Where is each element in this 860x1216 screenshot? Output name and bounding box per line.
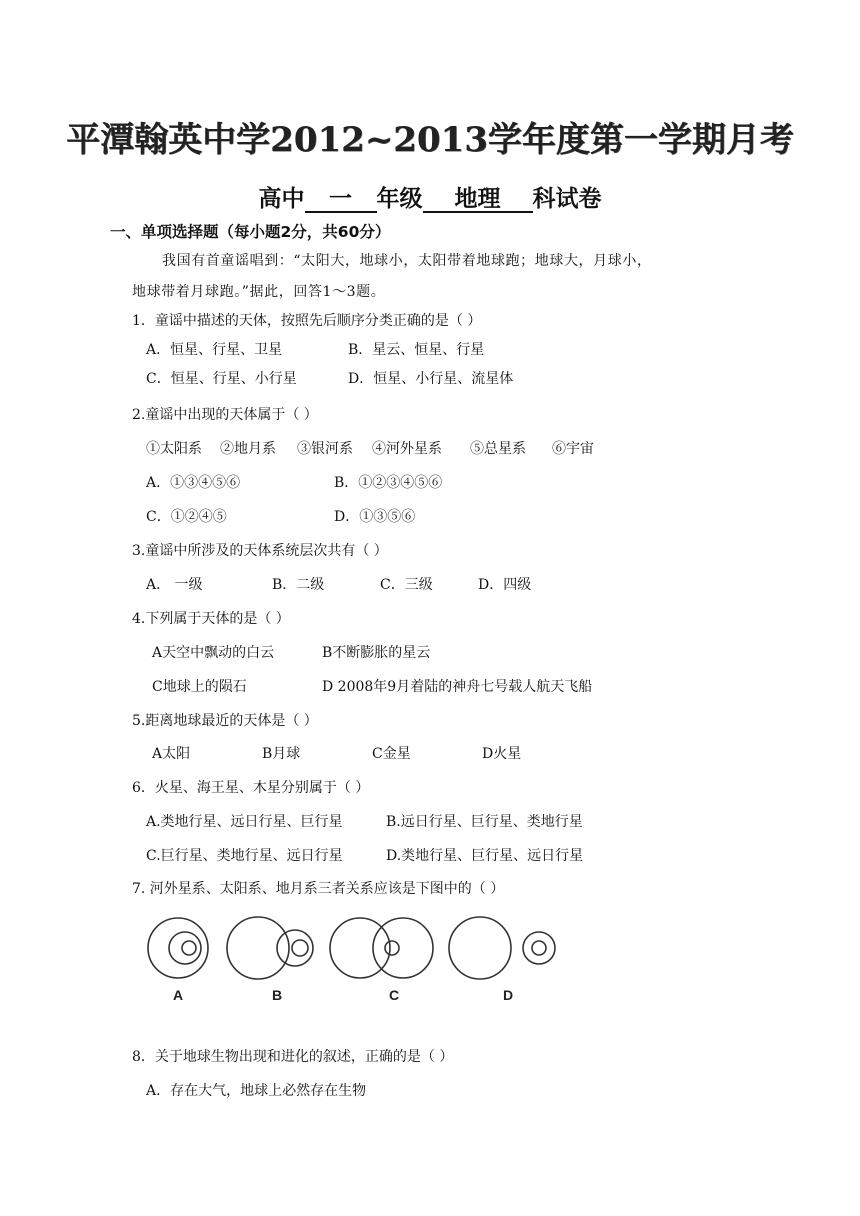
q5-option-c: C金星 xyxy=(372,746,411,762)
q2-option-c: C．①②④⑤ xyxy=(146,509,227,525)
q5-option-a: A太阳 xyxy=(152,746,191,762)
diagram-c-small-circle xyxy=(385,941,399,955)
diagram-c-right-circle xyxy=(373,918,433,978)
q3-option-a: A． 一级 xyxy=(146,577,203,593)
diagram-d-small-circle xyxy=(532,941,546,955)
q2-stem: 2.童谣中出现的天体属于（ ） xyxy=(132,407,318,423)
grade-blank: 一 xyxy=(305,187,377,213)
q5-option-b: B月球 xyxy=(262,746,301,762)
diagram-label-d: D xyxy=(502,987,514,1003)
subject-blank: 地理 xyxy=(423,187,533,213)
q2-item-2: ②地月系 xyxy=(220,441,276,457)
q8-option-a: A．存在大气，地球上必然存在生物 xyxy=(146,1083,367,1099)
diagram-d-medium-circle xyxy=(523,932,555,964)
subtitle-prefix: 高中 xyxy=(258,186,305,212)
q1-option-d: D．恒星、小行星、流星体 xyxy=(348,371,514,387)
grade-label: 年级 xyxy=(376,186,423,212)
q1-option-c: C．恒星、行星、小行星 xyxy=(146,371,297,387)
q1-option-b: B．星云、恒星、行星 xyxy=(348,342,485,358)
q6-option-a: A.类地行星、远日行星、巨行星 xyxy=(146,814,343,830)
q2-item-3: ③银河系 xyxy=(297,441,353,457)
q4-option-d: D 2008年9月着陆的神舟七号载人航天飞船 xyxy=(322,679,593,695)
q2-item-1: ①太阳系 xyxy=(146,441,202,457)
q3-option-d: D．四级 xyxy=(478,577,532,593)
q8-stem: 8．关于地球生物出现和进化的叙述，正确的是（ ） xyxy=(132,1049,454,1065)
q2-option-d: D．①③⑤⑥ xyxy=(334,509,416,525)
school-title: 平潭翰英中学2012~2013学年度第一学期月考 xyxy=(66,120,794,160)
q6-option-d: D.类地行星、巨行星、远日行星 xyxy=(386,848,584,864)
q1-option-a: A．恒星、行星、卫星 xyxy=(146,342,283,358)
diagram-label-a: A xyxy=(172,987,184,1003)
diagram-a-outer-circle xyxy=(148,918,208,978)
diagram-label-b: B xyxy=(271,987,283,1003)
diagram-d xyxy=(449,917,555,979)
diagram-label-c: C xyxy=(388,987,400,1003)
paper-subtitle xyxy=(0,180,860,213)
diagram-c xyxy=(330,918,433,978)
q6-option-c: C.巨行星、类地行星、远日行星 xyxy=(146,848,343,864)
q2-option-b: B．①②③④⑤⑥ xyxy=(334,475,443,491)
q4-option-c: C地球上的陨石 xyxy=(152,679,247,695)
q4-option-b: B不断膨胀的星云 xyxy=(322,645,431,661)
diagram-b-small-circle xyxy=(292,940,308,956)
q2-item-6: ⑥宇宙 xyxy=(552,441,594,457)
intro-line-2: 地球带着月球跑。”据此，回答1～3题。 xyxy=(132,284,386,300)
diagram-d-large-circle xyxy=(449,917,511,979)
q4-option-a: A天空中飘动的白云 xyxy=(152,645,275,661)
q2-item-5: ⑤总星系 xyxy=(470,441,526,457)
q3-option-b: B．二级 xyxy=(272,577,325,593)
q6-option-b: B.远日行星、巨行星、类地行星 xyxy=(386,814,583,830)
q1-stem: 1．童谣中描述的天体，按照先后顺序分类正确的是（ ） xyxy=(132,313,482,329)
q3-stem: 3.童谣中所涉及的天体系统层次共有（ ） xyxy=(132,543,388,559)
diagram-b xyxy=(227,917,313,979)
q6-stem: 6．火星、海王星、木星分别属于（ ） xyxy=(132,780,370,796)
section-title: 一、单项选择题（每小题2分，共60分） xyxy=(110,223,391,241)
q5-stem: 5.距离地球最近的天体是（ ） xyxy=(132,713,318,729)
q7-stem: 7. 河外星系、太阳系、地月系三者关系应该是下图中的（ ） xyxy=(132,881,505,897)
diagram-b-large-circle xyxy=(227,917,289,979)
diagram-a-inner-circle xyxy=(182,941,196,955)
subject-suffix: 科试卷 xyxy=(532,186,602,212)
q5-option-d: D火星 xyxy=(482,746,522,762)
q7-circle-diagrams xyxy=(138,912,568,1008)
q4-stem: 4.下列属于天体的是（ ） xyxy=(132,611,290,627)
diagram-a xyxy=(148,918,208,978)
q2-option-a: A．①③④⑤⑥ xyxy=(146,475,241,491)
intro-line-1: 我国有首童谣唱到：“太阳大，地球小，太阳带着地球跑；地球大，月球小， xyxy=(162,253,652,269)
q2-item-4: ④河外星系 xyxy=(372,441,442,457)
q3-option-c: C．三级 xyxy=(380,577,433,593)
